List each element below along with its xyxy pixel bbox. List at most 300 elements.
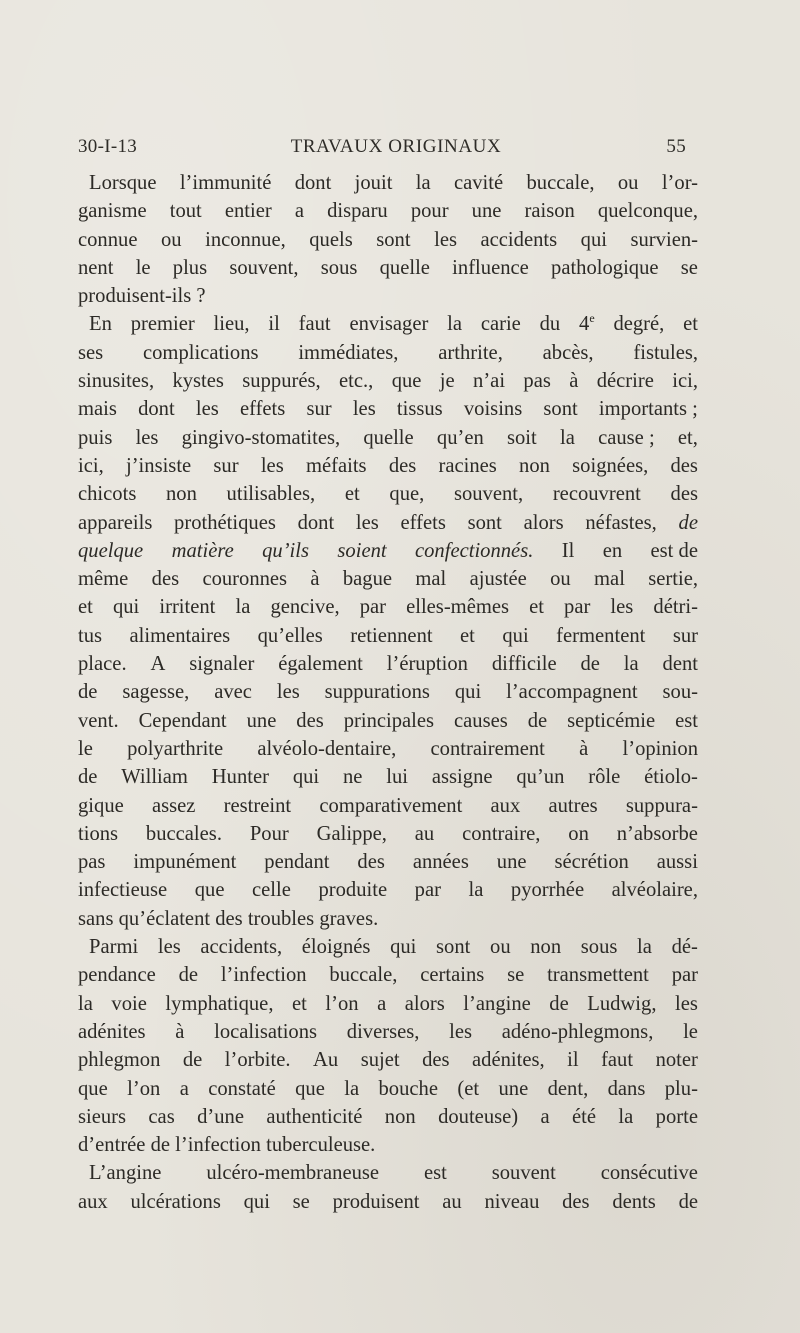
word-text: en [602,539,623,562]
word-text: elles-mêmes [406,596,510,619]
word [528,707,547,735]
word [130,1188,220,1216]
word [159,593,215,621]
word-text: (et [457,1077,480,1100]
word [78,707,119,735]
word [126,452,191,480]
word [457,1075,479,1103]
word [416,169,431,197]
word-text: Il [561,539,575,562]
word-text: la [618,1105,634,1128]
word-text: noter [655,1049,698,1072]
word [127,735,223,763]
word-text: entier [224,200,272,223]
word [516,763,564,791]
word [554,848,628,876]
word-text: ne [343,766,363,789]
word [434,226,457,254]
word-text: disparu [327,200,388,223]
text-line [78,820,698,848]
word-text: des [388,454,417,477]
word [671,480,698,508]
word [481,310,521,338]
word [492,650,557,678]
word [390,933,416,961]
word-text: Hunter [211,766,269,789]
word [470,565,527,593]
word-text: et [78,596,93,619]
word-text: l’opinion [622,737,698,760]
word-text: certains [420,964,485,987]
word [293,763,319,791]
word [344,1075,359,1103]
word-text: carie [480,313,521,336]
word [420,961,484,989]
word [89,310,112,338]
word [321,254,358,282]
word [463,990,530,1018]
word [580,650,599,678]
superscript: e [589,311,595,326]
word-text: la [468,879,484,902]
word-text: suppura- [625,794,698,817]
word-text: connue [78,228,138,251]
text-line [78,282,698,310]
word-text: envisager [349,313,429,336]
word-text: pour [410,200,449,223]
word-text: causes [454,709,508,732]
word-text: difficile [491,653,557,676]
word [78,1018,145,1046]
word-text: produite [318,879,388,902]
word-text: sous [580,936,618,959]
word-text: fermentent [556,624,646,647]
word-text: gencive, [270,596,340,619]
word [214,1018,317,1046]
word [329,961,397,989]
word-text: dont [138,398,175,421]
word [136,424,159,452]
word [673,622,698,650]
word-text: ou [160,228,182,251]
word-text: le [135,256,151,279]
word [295,1075,325,1103]
word-text: transmettent [547,964,649,987]
word [497,848,527,876]
word [343,565,392,593]
word-text: importants ; [598,398,698,421]
word [310,565,319,593]
word-text: autres [548,794,598,817]
word [455,678,481,706]
word-text: il [567,1049,579,1072]
word-text: ulcéro-membraneuse [206,1162,380,1185]
word-text: par [359,596,386,619]
word-text: soignées, [572,454,649,477]
word [663,650,698,678]
word-text: effets [239,398,286,421]
word [317,820,387,848]
word [672,933,698,961]
word [468,876,483,904]
word-text: puis [78,426,113,449]
word [572,1103,596,1131]
word-text: quelle [379,256,430,279]
word [389,480,424,508]
word-text: à [310,568,320,591]
word-text: comparativement [319,794,463,817]
word [180,1075,189,1103]
word [400,509,445,537]
word [172,537,234,565]
word-text: contrairement [430,737,545,760]
word-text: cavité [453,172,504,194]
word-text: ou [550,568,571,591]
word-text: l’angine [463,992,531,1015]
word-text: qui [390,936,417,959]
word-text: alors [404,992,445,1015]
word-text: sertie, [648,568,698,591]
word-text: alimentaires [129,624,231,647]
word-text: quelconque, [597,200,698,223]
word [599,395,698,423]
word [549,990,568,1018]
word-text: tissus [396,398,443,421]
word-text: adénites [78,1020,146,1043]
text-line [78,792,698,820]
word [624,650,639,678]
word [258,622,323,650]
word-text: rôle [588,766,621,789]
word [240,395,285,423]
word [411,197,449,225]
word-text: n’ai [473,370,506,393]
word-text: et [344,483,360,506]
word-text: ou [617,172,639,194]
word-text: l’on [127,1077,161,1100]
word-text: ulcérations [130,1190,221,1213]
word-text: adéno-phlegmons, [501,1020,654,1043]
word-text: dé- [671,936,698,959]
word-text: Au [313,1049,339,1072]
word-text: tus [78,624,103,647]
word [182,424,340,452]
word [78,763,97,791]
word [131,310,195,338]
word [568,820,589,848]
word [612,876,698,904]
word-text: les [157,936,181,959]
word-text: aux [78,1190,108,1213]
word [78,452,104,480]
word [665,1075,698,1103]
word-text: qu’ils [262,539,310,562]
word-text: j’insiste [125,454,192,477]
word-text: prothétiques [174,511,276,534]
word-text: pyorrhée [510,879,585,902]
word-text: les [276,681,300,704]
word [452,254,529,282]
word-text: lieu, [213,313,250,336]
word-text: le [78,737,93,760]
word-text: complications [142,341,259,364]
word-text: souvent, [453,483,524,506]
word-text: soient [337,539,387,562]
word-text: non [530,936,562,959]
word-text: En [89,313,112,336]
word [318,876,387,904]
word [78,565,128,593]
word [250,820,289,848]
word-text: l’éruption [386,653,468,676]
word-text: kystes [172,370,224,393]
word-text: a [540,1105,550,1128]
word [244,1188,270,1216]
word [683,1018,698,1046]
word [656,1103,698,1131]
word-text: une [496,851,527,874]
word-text: et, [677,426,698,449]
text-line [78,1046,698,1074]
text-line [78,339,698,367]
word [449,1018,472,1046]
text-line [78,1131,698,1159]
word [397,395,443,423]
word-text: d’entrée de l’infection tuberculeuse. [78,1134,376,1157]
word-text: qui [292,766,320,789]
word-text: que [391,370,422,393]
word [656,1046,698,1074]
word-text: sur [306,398,332,421]
word-text: plus [172,256,208,279]
word-text: sont [467,511,502,534]
word [672,367,698,395]
word [78,990,93,1018]
word-text: couronnes [202,568,288,591]
word-text: avec [214,681,252,704]
word [89,1159,161,1187]
word [138,395,175,423]
word [165,990,273,1018]
word [683,310,698,338]
word-text: retiennent [350,624,433,647]
word-text: bouche [378,1077,438,1100]
word-text: est de [650,539,698,562]
word [376,226,410,254]
word [298,339,398,367]
word-text: restreint [223,794,292,817]
word-text: infectieuse [78,879,168,902]
word-text: quelque [78,539,144,562]
word [438,339,503,367]
word [247,707,277,735]
word-text: dent, [547,1077,589,1100]
word [617,820,698,848]
word [530,933,561,961]
word [415,876,441,904]
word-text: la [447,313,463,336]
word-text: accidents, [200,936,283,959]
word-text: effets [400,511,446,534]
word-text: qui [580,228,607,251]
word-text: les [135,426,159,449]
text-line [78,707,698,735]
word [161,226,182,254]
word [436,933,470,961]
word [587,990,656,1018]
word [78,650,127,678]
word-text: pendant [264,851,330,874]
word-text: non [384,1105,416,1128]
word-text: au [442,1190,462,1213]
word [492,1159,556,1187]
word-text: et [292,992,307,1015]
word [180,169,272,197]
word-text: place. [78,653,127,676]
word [502,1018,654,1046]
text-line [78,1159,698,1187]
word-text: d’une [197,1105,244,1128]
page-header [78,136,686,162]
word [631,226,698,254]
word-text: l’or- [661,172,698,194]
word-text: de [178,964,198,987]
word-text: A [150,653,166,676]
word [195,876,225,904]
word [146,820,222,848]
word-text: qu’elles [257,624,323,647]
word [679,509,698,537]
word [454,169,503,197]
word-text: polyarthrite [127,737,224,760]
word [268,310,279,338]
text-line [78,537,698,565]
word [564,593,590,621]
word [78,678,97,706]
word [562,1188,589,1216]
word-text: des [151,568,180,591]
word-text: sans qu’éclatent des troubles graves. [78,907,379,930]
word-text: et [529,596,544,619]
word-text: suppurations [324,681,430,704]
word [438,1103,518,1131]
word-text: et [683,313,698,336]
word [172,367,223,395]
word [598,424,655,452]
word [432,763,493,791]
word-text: douteuse) [438,1105,519,1128]
word-text: au [414,822,435,845]
word [225,197,272,225]
word-text: ganisme [78,200,147,223]
word [344,707,434,735]
word-text: ou [490,936,511,959]
word [152,565,179,593]
text-line [78,424,698,452]
word-text: je [439,370,455,393]
word-text: sécrétion [554,851,629,874]
word-text: par [671,964,698,987]
word [511,876,584,904]
word [175,1018,184,1046]
word [519,452,550,480]
word [170,197,202,225]
word [327,197,388,225]
word [139,707,227,735]
text-line [78,905,698,933]
word [295,169,332,197]
word [439,452,497,480]
word-text: il [268,313,280,336]
word-text: la [235,596,251,619]
word-text: sur [672,624,698,647]
word [299,310,331,338]
word [626,792,698,820]
word-text: années [412,851,469,874]
word [302,933,371,961]
word [524,509,564,537]
word-text: gique [78,794,124,817]
word [78,254,113,282]
word-text: sinusites, [78,370,155,393]
word-text: premier [130,313,195,336]
word [298,509,335,537]
word-text: confectionnés. [414,539,534,562]
word [127,1075,160,1103]
word-text: ajustée [469,568,527,591]
word [78,424,112,452]
word-text: diverses, [346,1020,420,1043]
word [386,763,408,791]
word [206,1159,379,1187]
word [266,1103,362,1131]
word [581,933,618,961]
word-text: soit [507,426,537,449]
word [644,763,698,791]
word-text: l’orbite. [224,1049,291,1072]
word [78,792,124,820]
word-text: tout [169,200,202,223]
word [560,424,575,452]
word-text: méfaits [305,454,367,477]
word-text: chicots [78,483,137,506]
word [502,622,528,650]
word [415,537,533,565]
word-text: éloignés [301,936,371,959]
word [242,367,320,395]
text-line [78,452,698,480]
word [548,792,597,820]
text-line [78,735,698,763]
word-text: survien- [630,228,698,251]
word [540,310,561,338]
word-text: néfastes, [585,511,657,534]
word-text: dont [297,511,335,534]
word-text: appareils [78,511,153,534]
word [392,367,422,395]
word [78,876,167,904]
word-text: est [423,1162,447,1185]
word [472,1046,545,1074]
word [270,593,339,621]
word [672,961,698,989]
word [347,1018,420,1046]
word-text: également [278,653,363,676]
word-text: William [121,766,188,789]
word-text: tions [78,822,119,845]
word [78,1046,160,1074]
word [78,593,93,621]
